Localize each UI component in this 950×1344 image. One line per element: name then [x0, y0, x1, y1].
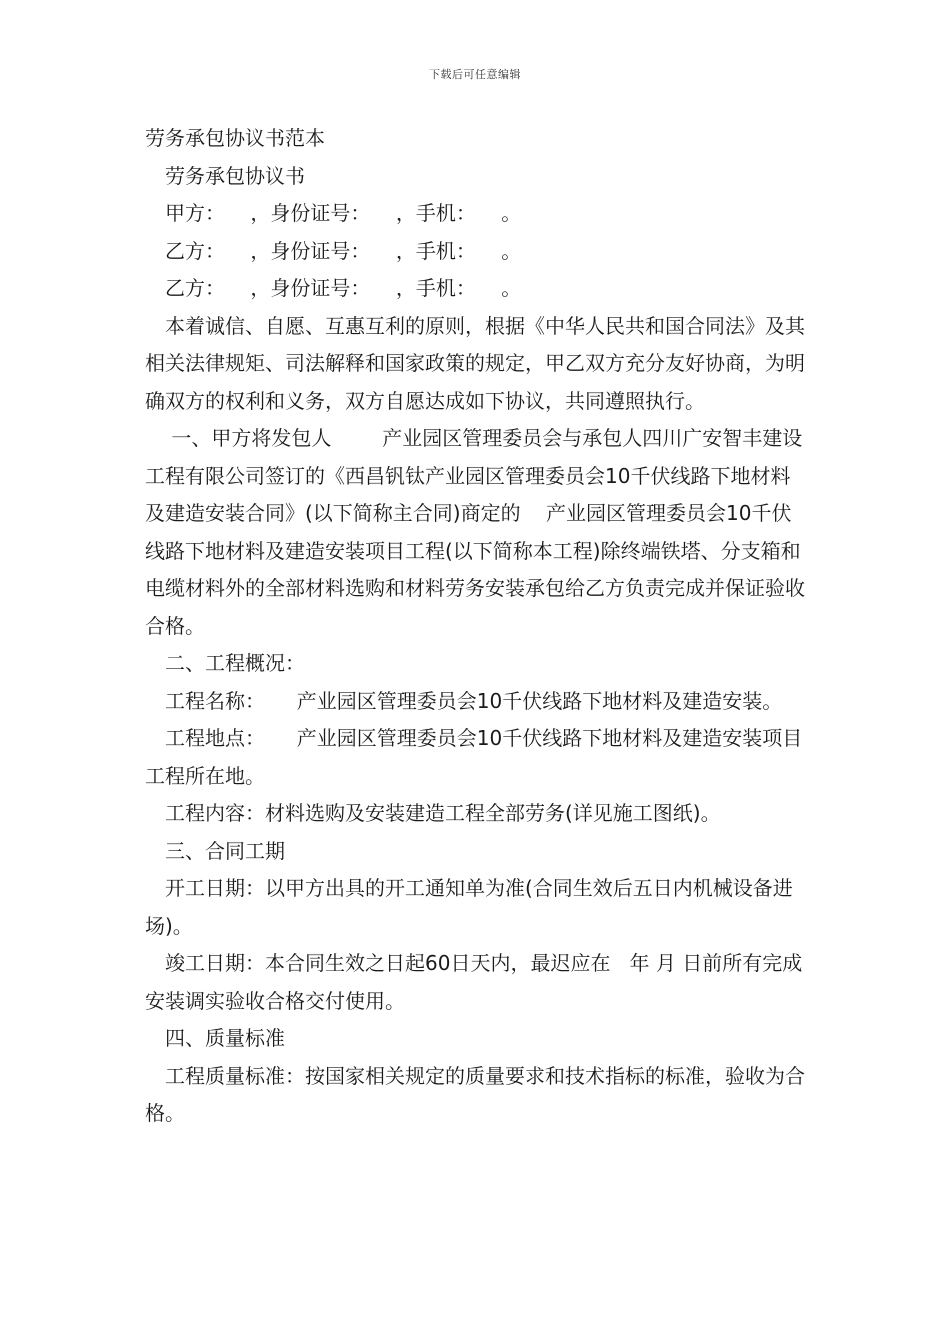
clause-1-paragraph: 一、甲方将发包人 产业园区管理委员会与承包人四川广安智丰建设工程有限公司签订的《西昌钒钛产业园区管理委员会10千伏线路下地材料及建造安装合同》(以下简称主合同)商定的 产业园区管理委员会10千伏线路下地材料及建造安装项目工程(以下简称本工程)除终端铁塔、分支箱和电缆材料外的全部材料选购和材料劳务安装承包给乙方负责完成并保证验收合格。	[145, 426, 805, 638]
party-b-line: 乙方： ，身份证号： ，手机： 。	[165, 238, 522, 263]
completion-date-paragraph: 竣工日期：本合同生效之日起60日天内，最迟应在 年 月 日前所有完成安装调实验收合格交付使用。	[145, 951, 803, 1013]
section-heading-schedule: 三、合同工期	[165, 838, 285, 863]
project-content-paragraph: 工程内容：材料选购及安装建造工程全部劳务(详见施工图纸)。	[165, 801, 721, 825]
start-date-paragraph: 开工日期：以甲方出具的开工通知单为准(合同生效后五日内机械设备进场)。	[145, 876, 793, 938]
quality-standard-paragraph: 工程质量标准：按国家相关规定的质量要求和技术指标的标准，验收为合格。	[145, 1063, 805, 1125]
section-heading-quality: 四、质量标准	[165, 1026, 285, 1050]
project-location-paragraph: 工程地点： 产业园区管理委员会10千伏线路下地材料及建造安装项目工程所在地。	[145, 726, 803, 788]
party-b-line-2: 乙方： ，身份证号： ，手机： 。	[165, 276, 522, 300]
section-heading-overview: 二、工程概况：	[165, 651, 305, 675]
preamble-paragraph: 本着诚信、自愿、互惠互利的原则，根据《中华人民共和国合同法》及其相关法律规矩、司法解释和国家政策的规定，甲乙双方充分友好协商，为明确双方的权利和义务，双方自愿达成如下协议，共同遵照执行。	[145, 313, 805, 413]
agreement-heading: 劳务承包协议书	[165, 163, 305, 188]
page-header-note: 下载后可任意编辑	[429, 68, 521, 81]
party-a-line: 甲方： ，身份证号： ，手机： 。	[165, 201, 522, 225]
document-title: 劳务承包协议书范本	[145, 126, 325, 150]
document-body	[145, 120, 810, 1133]
project-name-paragraph: 工程名称： 产业园区管理委员会10千伏线路下地材料及建造安装。	[165, 688, 783, 713]
